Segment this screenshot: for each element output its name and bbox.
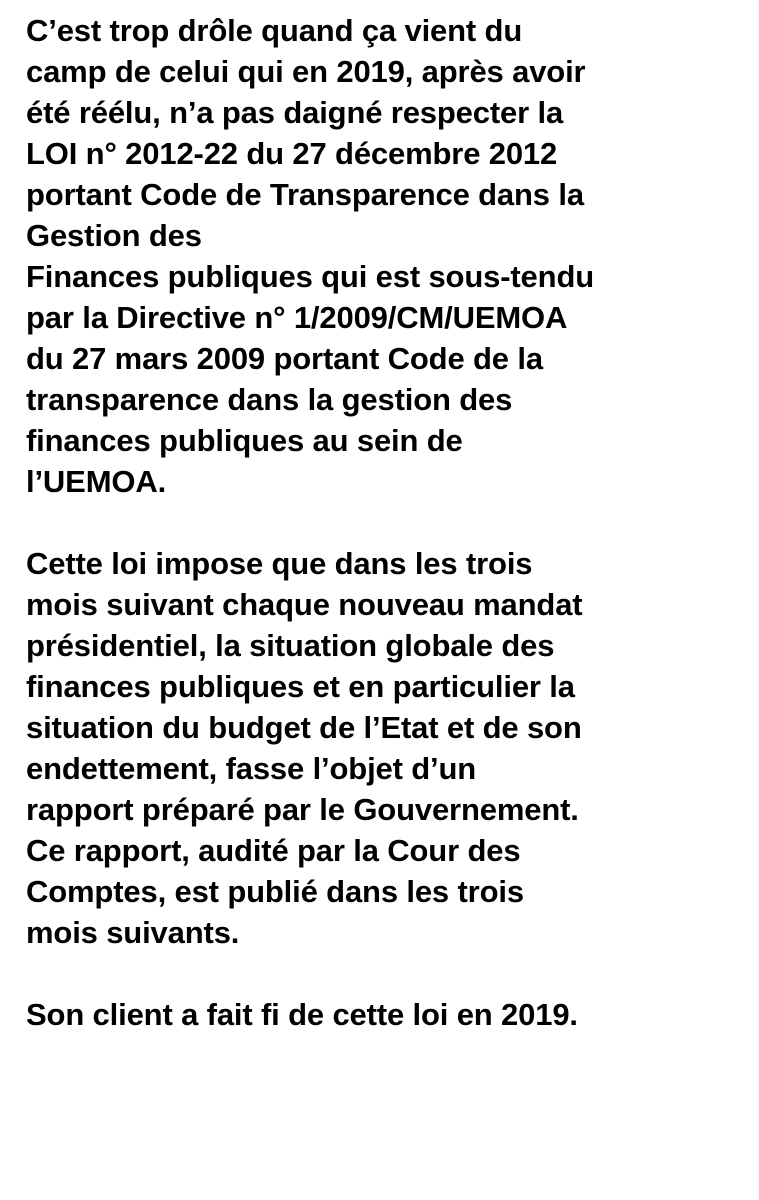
text-line: transparence dans la gestion des [26, 382, 513, 417]
text-line: mois suivants. [26, 915, 240, 950]
note-body [26, 10, 750, 1035]
text-line: Son client a fait fi de cette loi en 2019. [26, 997, 578, 1032]
text-line: LOI n° 2012-22 du 27 décembre 2012 [26, 136, 558, 171]
text-line: mois suivant chaque nouveau mandat [26, 587, 583, 622]
text-line: Ce rapport, audité par la Cour des [26, 833, 521, 868]
text-line: du 27 mars 2009 portant Code de la [26, 341, 543, 376]
text-line: portant Code de Transparence dans la [26, 177, 584, 212]
text-line: finances publiques et en particulier la [26, 669, 575, 704]
paragraph-spacer [26, 502, 750, 543]
paragraph-2 [26, 543, 750, 953]
text-line: endettement, fasse l’objet d’un [26, 751, 477, 786]
text-line: l’UEMOA. [26, 464, 167, 499]
text-line: finances publiques au sein de [26, 423, 463, 458]
paragraph-spacer [26, 953, 750, 994]
paragraph-1 [26, 10, 750, 502]
text-line: Cette loi impose que dans les trois [26, 546, 533, 581]
text-line: C’est trop drôle quand ça vient du [26, 13, 523, 48]
text-line: Gestion des [26, 218, 202, 253]
text-line: Comptes, est publié dans les trois [26, 874, 524, 909]
text-line: présidentiel, la situation globale des [26, 628, 555, 663]
paragraph-3 [26, 994, 750, 1035]
text-line: par la Directive n° 1/2009/CM/UEMOA [26, 300, 568, 335]
text-line: camp de celui qui en 2019, après avoir [26, 54, 586, 89]
text-line: Finances publiques qui est sous-tendu [26, 259, 595, 294]
text-line: été réélu, n’a pas daigné respecter la [26, 95, 564, 130]
text-line: rapport préparé par le Gouvernement. [26, 792, 579, 827]
text-line: situation du budget de l’Etat et de son [26, 710, 582, 745]
